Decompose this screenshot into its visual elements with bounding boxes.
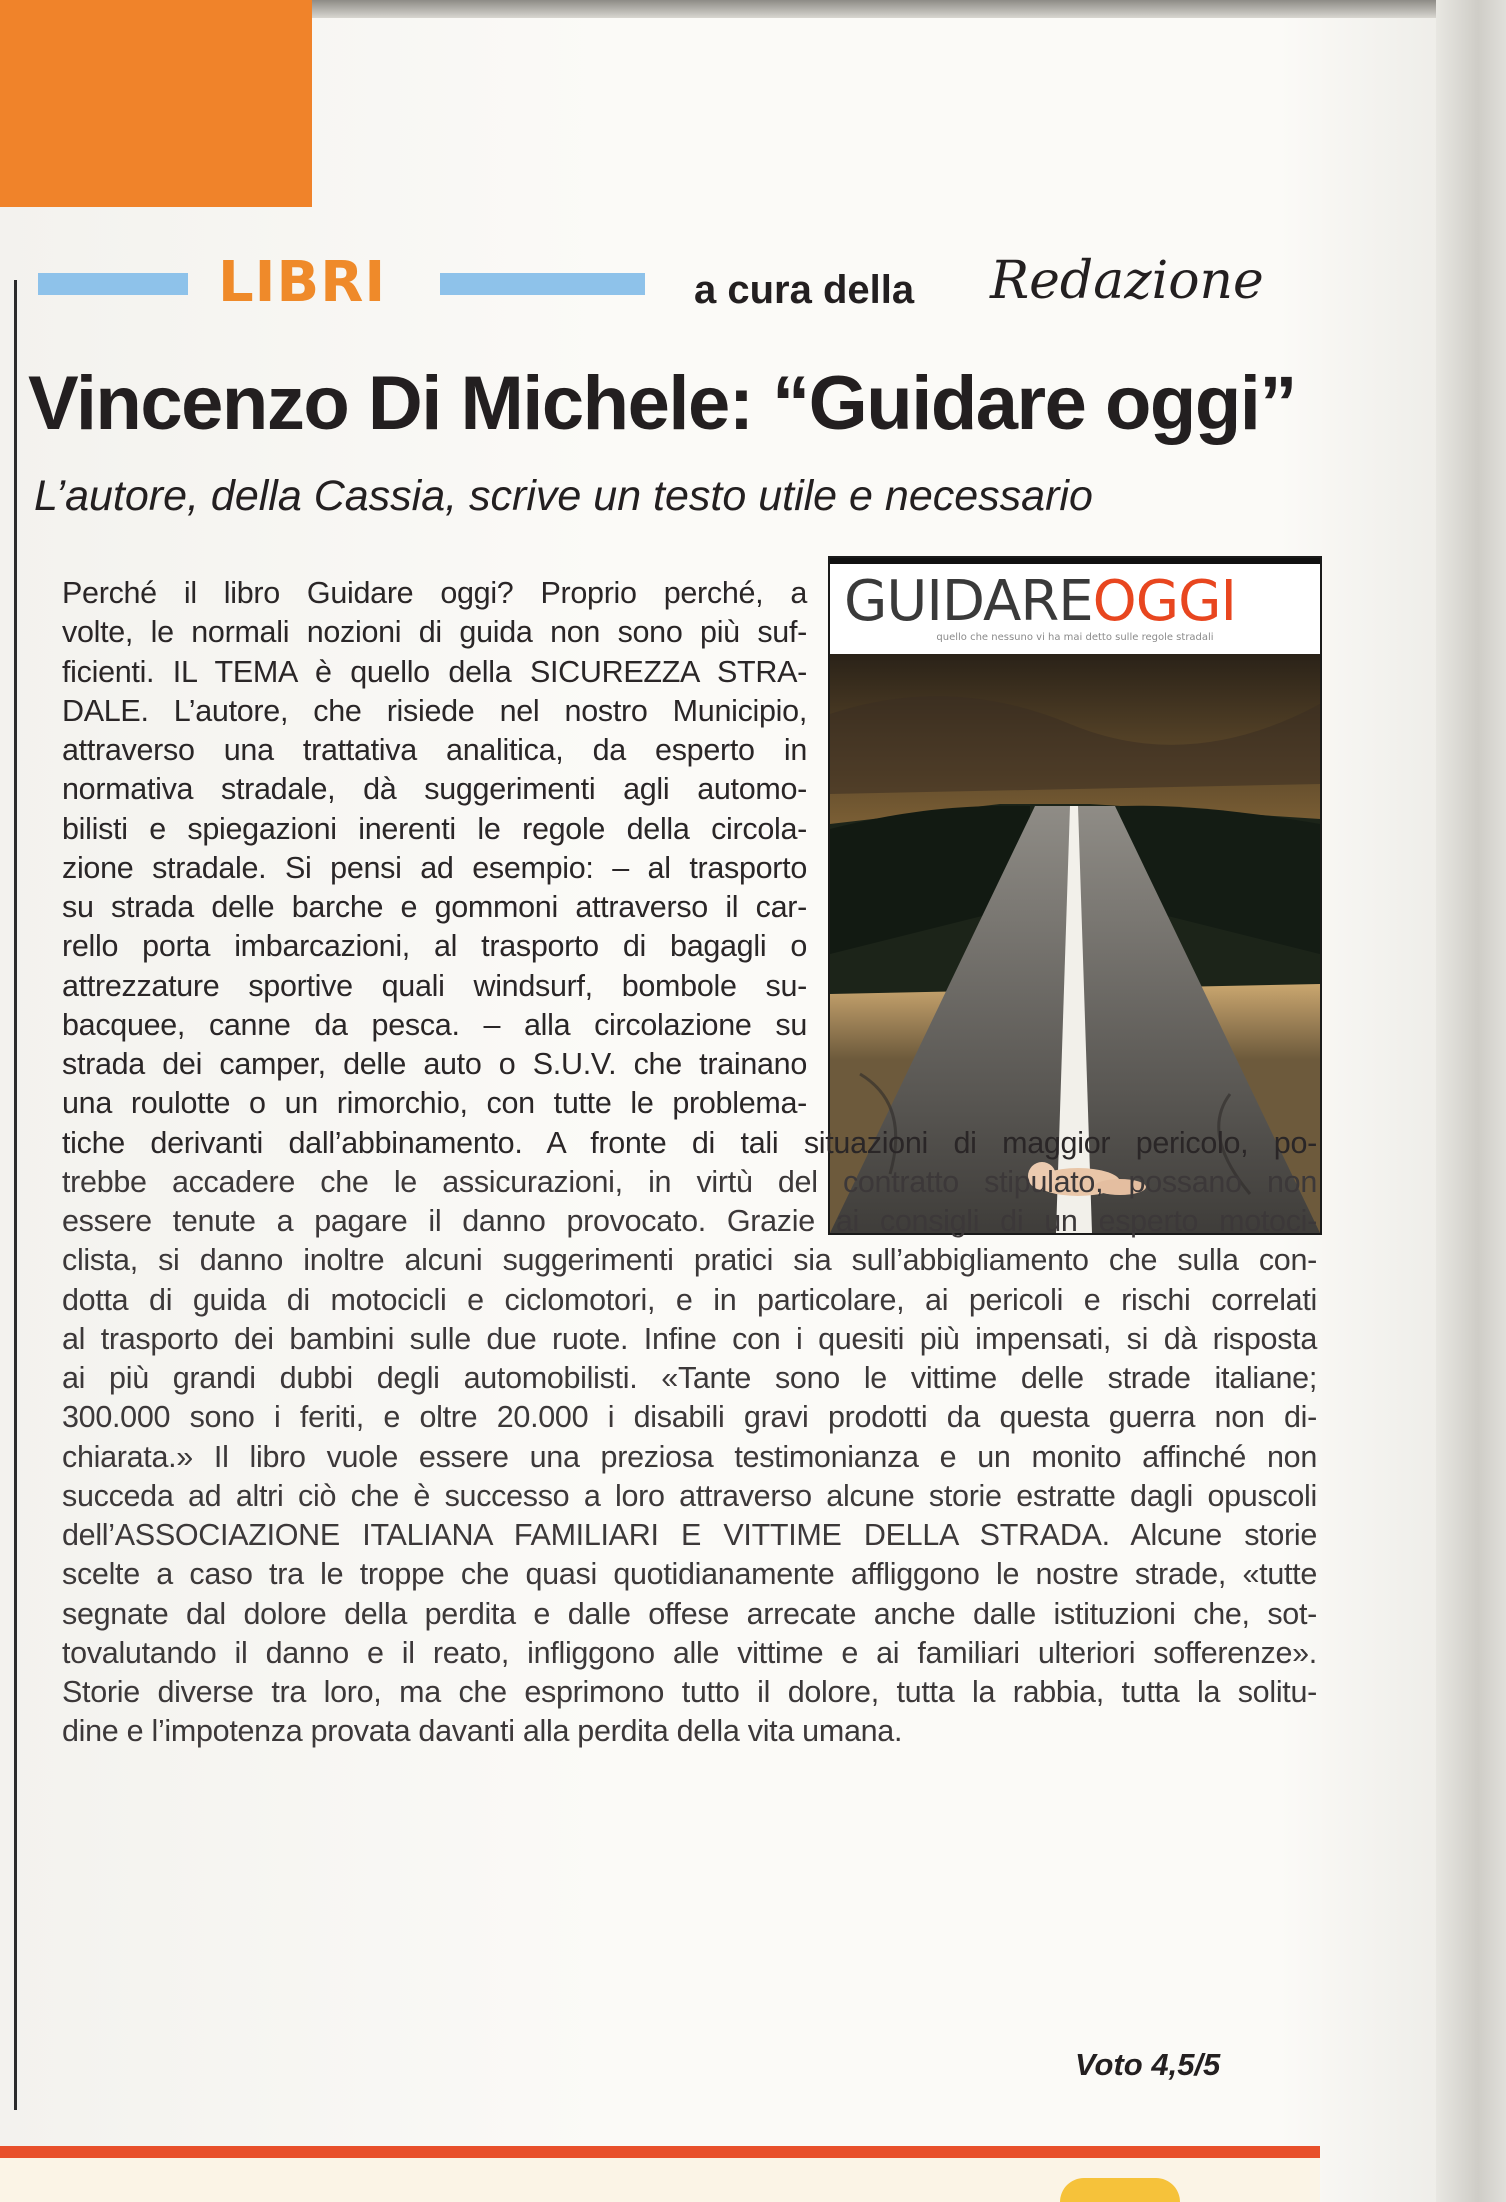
- body-line: tovalutando il danno e il reato, infliggono alle vittime e ai familiari ulteriori sofferenze».: [62, 1635, 1317, 1670]
- body-line: DALE. L’autore, che risiede nel nostro Municipio,: [62, 693, 807, 728]
- book-cover-title-band: [830, 558, 1320, 660]
- body-line: ai più grandi dubbi degli automobilisti. «Tante sono le vittime delle strade italiane;: [62, 1361, 1317, 1395]
- body-line: dotta di guida di motocicli e ciclomotori, e in particolare, ai pericoli e rischi correlati: [62, 1282, 1317, 1317]
- body-line: chiarata.» Il libro vuole essere una preziosa testimonianza e un monito affinché non: [62, 1439, 1317, 1474]
- header-bar-left: [38, 273, 188, 295]
- body-line: tiche derivanti dall’abbinamento. A fronte di tali situazioni di maggior pericolo, po-: [62, 1125, 1317, 1160]
- body-line: volte, le normali nozioni di guida non sono più suf-: [62, 615, 807, 650]
- curated-by-label: a cura della: [694, 268, 915, 312]
- body-line: normativa stradale, dà suggerimenti agli automo-: [62, 772, 807, 807]
- body-line: strada dei camper, delle auto o S.U.V. che trainano: [62, 1047, 807, 1081]
- body-line: scelte a caso tra le troppe che quasi quotidianamente affliggono le nostre strade, «tutte: [62, 1557, 1317, 1592]
- page-fold-edge: [1436, 0, 1506, 2202]
- body-line: succeda ad altri ciò che è successo a loro attraverso alcune storie estratte dagli opuscoli: [62, 1478, 1317, 1513]
- book-cover-title-part1: GUIDARE: [844, 569, 1093, 634]
- body-line: attrezzature sportive quali windsurf, bombole su-: [62, 968, 807, 1003]
- body-line: trebbe accadere che le assicurazioni, in virtù del contratto stipulato, possano non: [62, 1164, 1317, 1199]
- body-line: 300.000 sono i feriti, e oltre 20.000 i disabili gravi prodotti da questa guerra non di-: [62, 1400, 1317, 1435]
- body-line: Perché il libro Guidare oggi? Proprio perché, a: [62, 576, 807, 610]
- article-title: Vincenzo Di Michele: “Guidare oggi”: [28, 361, 1296, 446]
- bottom-badge: [1060, 2178, 1180, 2202]
- body-line: zione stradale. Si pensi ad esempio: – al trasporto: [62, 850, 807, 885]
- body-line: attraverso una trattativa analitica, da esperto in: [62, 733, 807, 767]
- top-edge-shadow: [312, 0, 1462, 18]
- body-line: al trasporto dei bambini sulle due ruote. Infine con i quesiti più impensati, si dà risposta: [62, 1321, 1317, 1356]
- body-line: Storie diverse tra loro, ma che esprimono tutto il dolore, tutta la rabbia, tutta la solitu-: [62, 1675, 1317, 1709]
- body-line: rello porta imbarcazioni, al trasporto di bagagli o: [62, 929, 807, 964]
- article-rating: Voto 4,5/5: [1075, 2047, 1221, 2082]
- section-header: [0, 250, 1320, 315]
- article-subtitle: L’autore, della Cassia, scrive un testo utile e necessario: [34, 472, 1093, 520]
- book-cover-title: [844, 570, 1236, 634]
- body-line: clista, si danno inoltre alcuni suggerimenti pratici sia sull’abbigliamento che sulla con-: [62, 1243, 1317, 1278]
- book-cover-title-part2: OGGI: [1092, 569, 1237, 634]
- bottom-rule: [0, 2146, 1320, 2158]
- body-line: una roulotte o un rimorchio, con tutte le problema-: [62, 1086, 807, 1121]
- header-bar-right: [440, 273, 645, 295]
- body-line: bilisti e spiegazioni inerenti le regole della circola-: [62, 811, 807, 846]
- body-line: essere tenute a pagare il danno provocato. Grazie ai consigli di un esperto motoci-: [62, 1204, 1317, 1238]
- section-label: LIBRI: [218, 250, 387, 315]
- curated-by-name: Redazione: [990, 251, 1264, 311]
- body-line: su strada delle barche e gommoni attraverso il car-: [62, 890, 807, 924]
- body-line: dine e l’impotenza provata davanti alla perdita della vita umana.: [62, 1714, 903, 1749]
- body-line: dell’ASSOCIAZIONE ITALIANA FAMILIARI E VITTIME DELLA STRADA. Alcune storie: [62, 1518, 1317, 1552]
- body-line: bacquee, canne da pesca. – alla circolazione su: [62, 1007, 807, 1042]
- body-line: ficienti. IL TEMA è quello della SICUREZZA STRA-: [62, 654, 807, 689]
- left-column-rule: [14, 280, 17, 2110]
- body-line: segnate dal dolore della perdita e dalle offese arrecate anche dalle istituzioni che, sot-: [62, 1596, 1317, 1631]
- orange-corner-block: [0, 0, 312, 207]
- book-cover-tagline: quello che nessuno vi ha mai detto sulle regole stradali: [936, 632, 1214, 643]
